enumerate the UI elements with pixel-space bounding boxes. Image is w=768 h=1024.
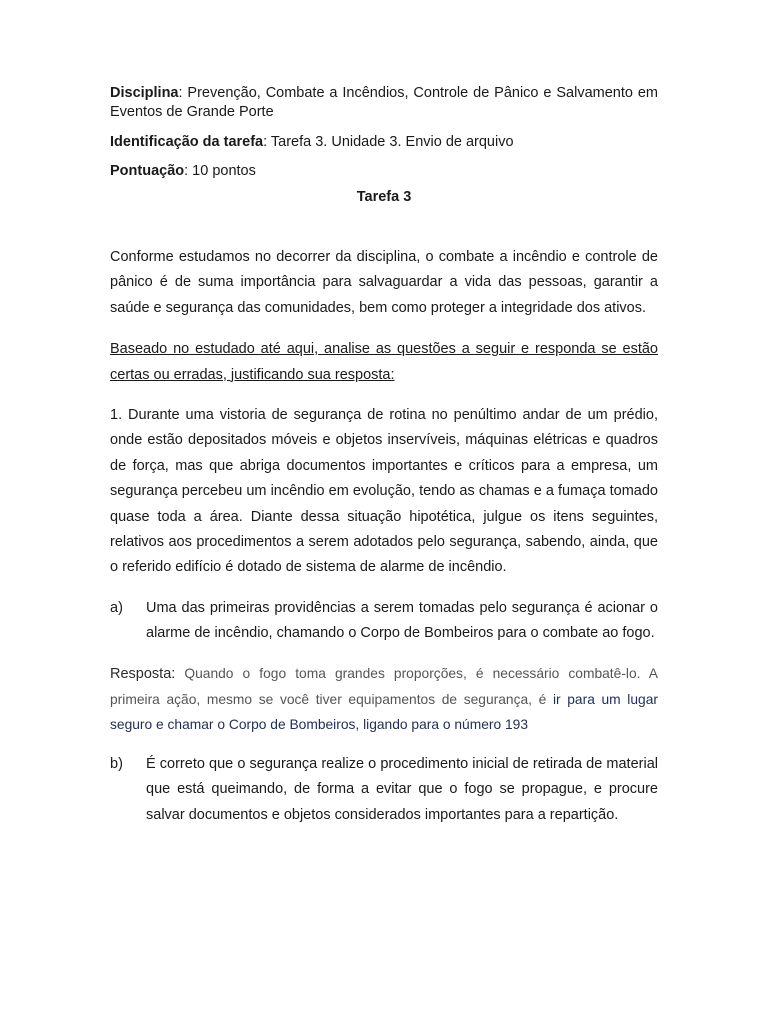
- disciplina-label: Disciplina: [110, 85, 179, 101]
- disciplina-line: [110, 84, 658, 122]
- pontuacao-value: : 10 pontos: [184, 163, 256, 179]
- answer-a-highlight: ir para um lugar seguro e chamar o Corpo de Bombeiros, ligando para o número 193: [110, 691, 658, 732]
- identificacao-value: : Tarefa 3. Unidade 3. Envio de arquivo: [263, 134, 514, 150]
- item-b-label: b): [110, 755, 123, 772]
- pontuacao-label: Pontuação: [110, 163, 185, 179]
- identificacao-label: Identificação da tarefa: [110, 134, 264, 150]
- item-a: [110, 596, 658, 647]
- pontuacao-line: [110, 162, 658, 181]
- document-page: [110, 84, 658, 828]
- identificacao-line: [110, 133, 658, 152]
- answer-a: [110, 661, 658, 737]
- answer-a-label: Resposta:: [110, 665, 176, 682]
- question-1-paragraph: 1. Durante uma vistoria de segurança de rotina no penúltimo andar de um prédio, onde estão depositados móveis e objetos inservíveis, máquinas elétricas e quadros de força, mas que abriga documentos importantes e críticos para a empresa, um segurança percebeu um incêndio em evolução, tendo as chamas e a fumaça tomado quase toda a área. Diante dessa situação hipotética, julgue os itens seguintes, relativos aos procedimentos a serem adotados pelo segurança, sabendo, ainda, que o referido edifício é dotado de sistema de alarme de incêndio.: [110, 407, 658, 576]
- item-b-text: É correto que o segurança realize o procedimento inicial de retirada de material que está queimando, de forma a evitar que o fogo se propague, e procure salvar documentos e objetos considerados importantes para a repartição.: [146, 755, 658, 823]
- item-a-text: Uma das primeiras providências a serem tomadas pelo segurança é acionar o alarme de incêndio, chamando o Corpo de Bombeiros para o combate ao fogo.: [146, 599, 658, 642]
- document-title: Tarefa 3: [356, 189, 412, 205]
- item-b: [110, 752, 658, 828]
- item-a-label: a): [110, 599, 123, 616]
- intro-paragraph: Conforme estudamos no decorrer da disciplina, o combate a incêndio e controle de pânico é de suma importância para salvaguardar a vida das pessoas, garantir a saúde e segurança das comunidades, bem como proteger a integridade dos ativos.: [110, 249, 658, 316]
- answer-a-text: Quando o fogo toma grandes proporções, é necessário combatê-lo. A primeira ação, mesmo se você tiver equipamentos de segurança, é: [110, 665, 658, 707]
- disciplina-value: : Prevenção, Combate a Incêndios, Controle de Pânico e Salvamento em Eventos de Grande Porte: [110, 85, 658, 120]
- instruction-paragraph: Baseado no estudado até aqui, analise as questões a seguir e responda se estão certas ou erradas, justificando sua resposta:: [110, 341, 658, 383]
